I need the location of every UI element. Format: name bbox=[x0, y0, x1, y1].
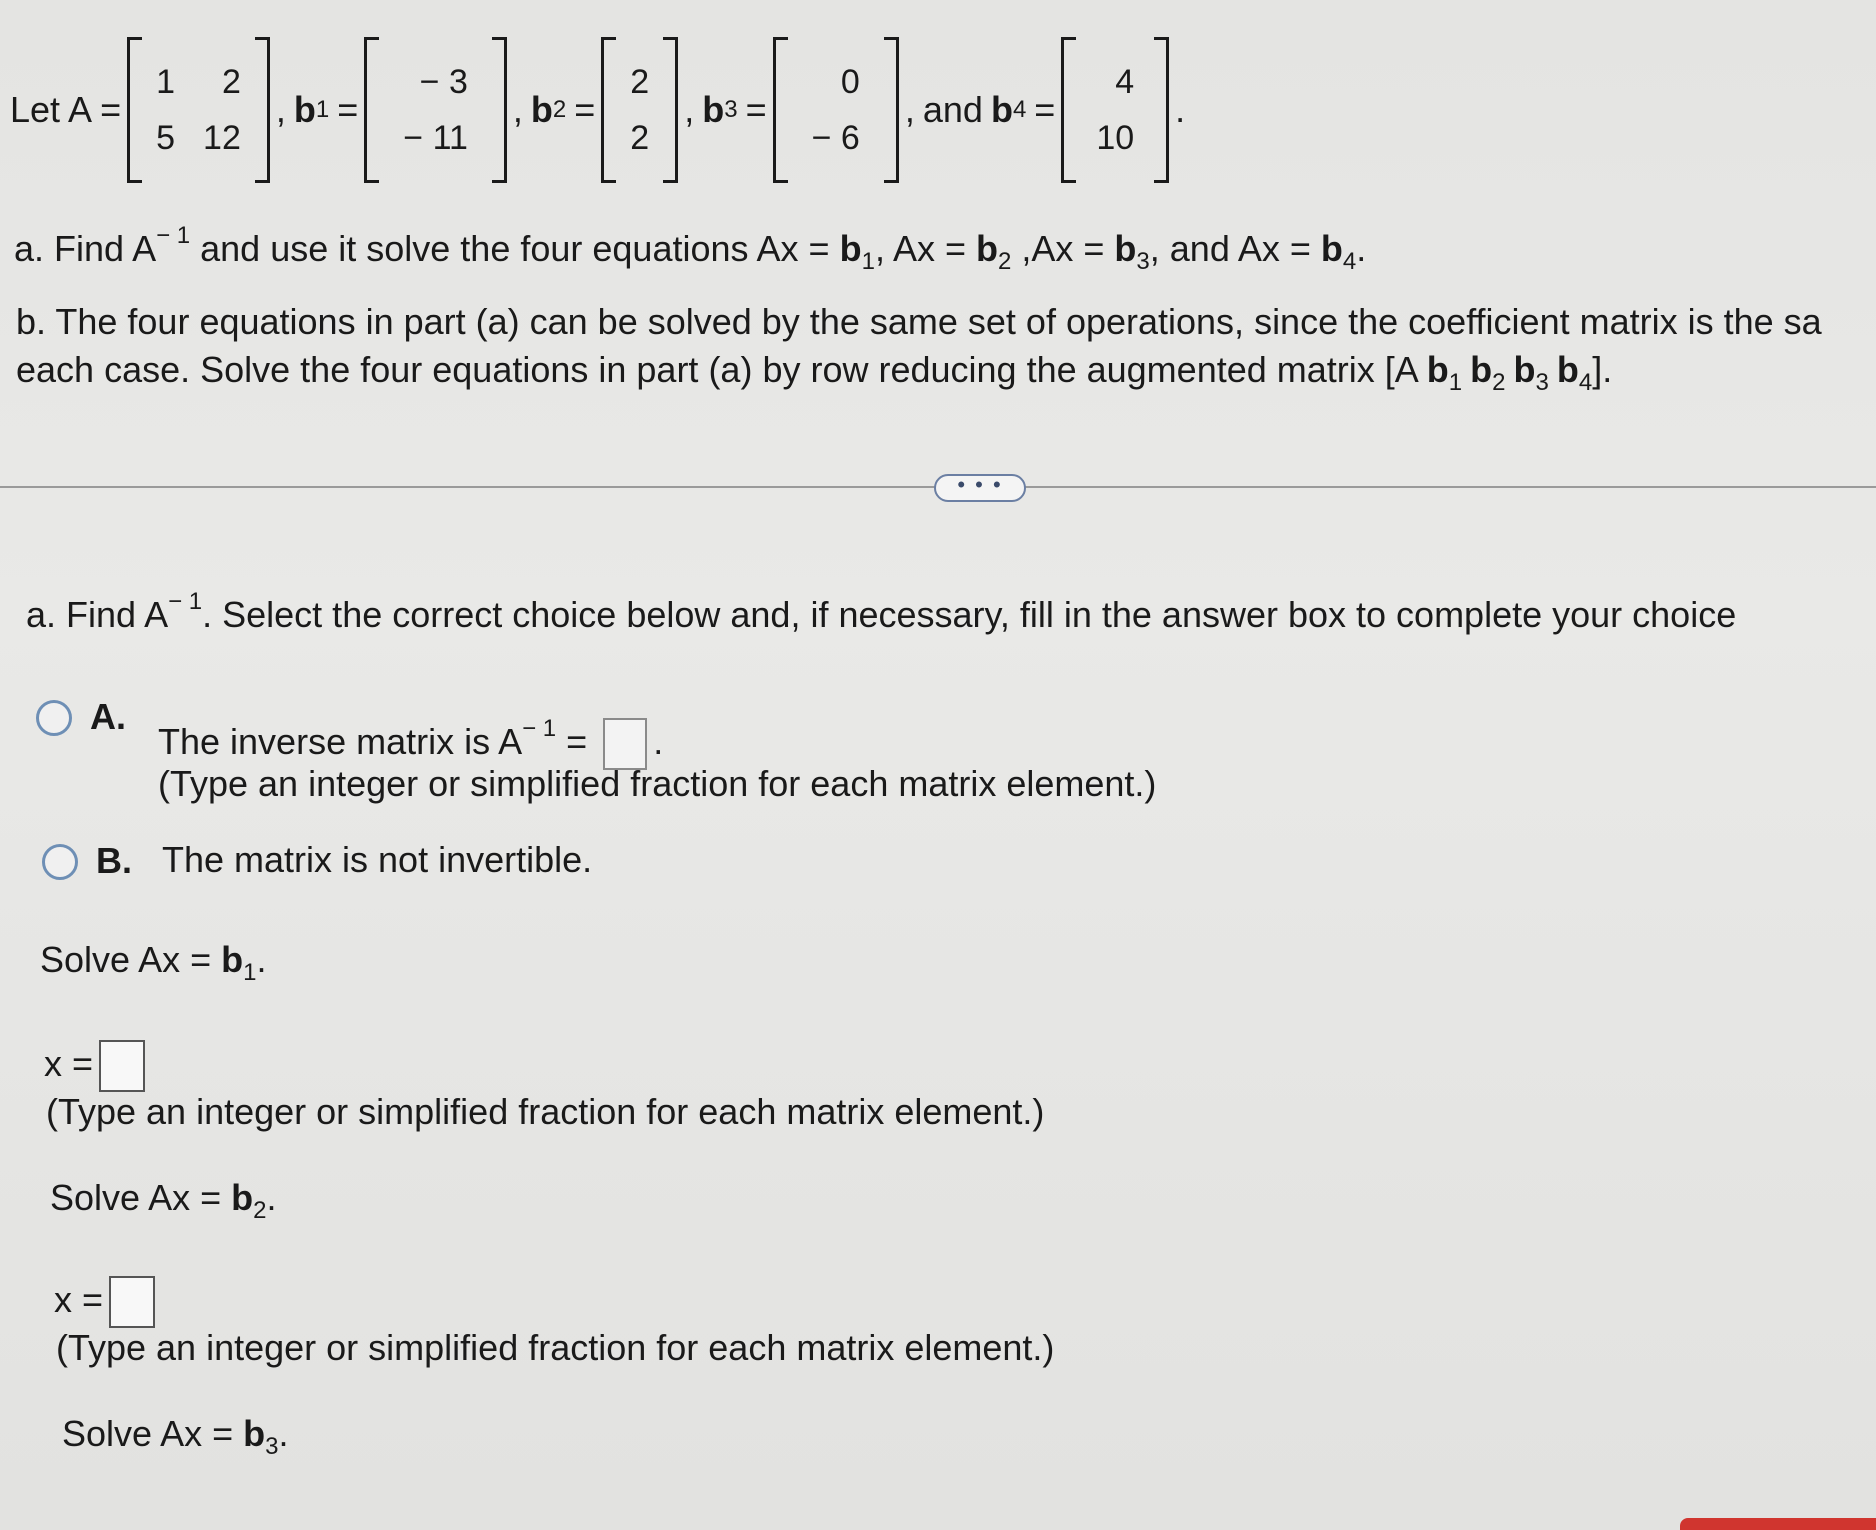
part-b-line2: each case. Solve the four equations in part (a) by row reducing the augmented matrix [A $b_1$ $b_2$ $b_3$ $b_4$]. bbox=[16, 349, 1613, 396]
solve-b1-hint: (Type an integer or simplified fraction for each matrix element.) bbox=[46, 1091, 1045, 1132]
vector-b2 bbox=[601, 37, 678, 183]
progress-bar-edge bbox=[1680, 1518, 1876, 1530]
x2-answer-box[interactable] bbox=[109, 1276, 155, 1328]
vector-cell: 4 bbox=[1115, 63, 1135, 101]
option-b-text: The matrix is not invertible. bbox=[162, 839, 593, 880]
solve-b1-x: x = bbox=[44, 1036, 151, 1092]
solve-b2-label: Solve $Ax = b_2$. bbox=[50, 1177, 277, 1224]
option-a-letter: A. bbox=[90, 696, 126, 737]
let-label: Let A = bbox=[10, 89, 122, 130]
x1-answer-box[interactable] bbox=[99, 1040, 145, 1092]
b4-label: b bbox=[990, 89, 1013, 130]
part-a-statement: a. Find $A^{- 1}$ and use it solve the four equations $Ax = b_1$, $Ax = b_2$ $,Ax = b_3$, and $Ax = b_4$. bbox=[14, 222, 1367, 275]
vector-b1 bbox=[364, 37, 507, 183]
solve-b3-label: Solve $Ax = b_3$. bbox=[62, 1413, 289, 1460]
show-more-button[interactable]: • • • bbox=[934, 474, 1026, 502]
option-b-letter: B. bbox=[96, 840, 132, 881]
vector-cell: − 6 bbox=[811, 119, 860, 157]
right-bracket bbox=[255, 37, 270, 183]
matrix-A-cell: 5 bbox=[156, 119, 176, 157]
part-b-line1: b. The four equations in part (a) can be solved by the same set of operations, since the coefficient matrix is the sa bbox=[16, 301, 1822, 342]
option-a-radio[interactable] bbox=[36, 700, 72, 736]
matrix-A bbox=[127, 37, 270, 183]
solve-b2-hint: (Type an integer or simplified fraction for each matrix element.) bbox=[56, 1327, 1055, 1368]
b3-label: b bbox=[702, 89, 725, 130]
b2-label: b bbox=[530, 89, 553, 130]
solve-b2-x: x = bbox=[54, 1272, 161, 1328]
vector-cell: 10 bbox=[1096, 119, 1135, 157]
vector-cell: 2 bbox=[630, 119, 650, 157]
matrix-A-cell: 12 bbox=[203, 119, 241, 157]
question-text: a. Find $A^{- 1}$. Select the correct choice below and, if necessary, fill in the answer box to complete your choice bbox=[26, 588, 1737, 635]
vector-cell: 0 bbox=[840, 63, 860, 101]
problem-statement: Let A = 1 2 5 12 , b 1 = − 3 − 11 , b 2 = 2 2 , b 3 = 0 − 6 , and b 4 = 4 10 . bbox=[10, 30, 1185, 190]
left-bracket bbox=[127, 37, 142, 183]
matrix-A-cell: 2 bbox=[221, 63, 241, 101]
vector-b4 bbox=[1061, 37, 1169, 183]
matrix-A-cell: 1 bbox=[156, 63, 176, 101]
and-label: and bbox=[922, 89, 983, 130]
vector-b3 bbox=[773, 37, 899, 183]
vector-cell: 2 bbox=[630, 63, 650, 101]
option-a-text: The inverse matrix is $A^{- 1}$ = . bbox=[158, 702, 663, 770]
vector-cell: − 3 bbox=[419, 63, 468, 101]
b1-label: b bbox=[293, 89, 316, 130]
option-b-radio[interactable] bbox=[42, 844, 78, 880]
option-a-hint: (Type an integer or simplified fraction for each matrix element.) bbox=[158, 763, 1157, 804]
solve-b1-label: Solve $Ax = b_1$. bbox=[40, 939, 267, 986]
vector-cell: − 11 bbox=[403, 119, 468, 157]
